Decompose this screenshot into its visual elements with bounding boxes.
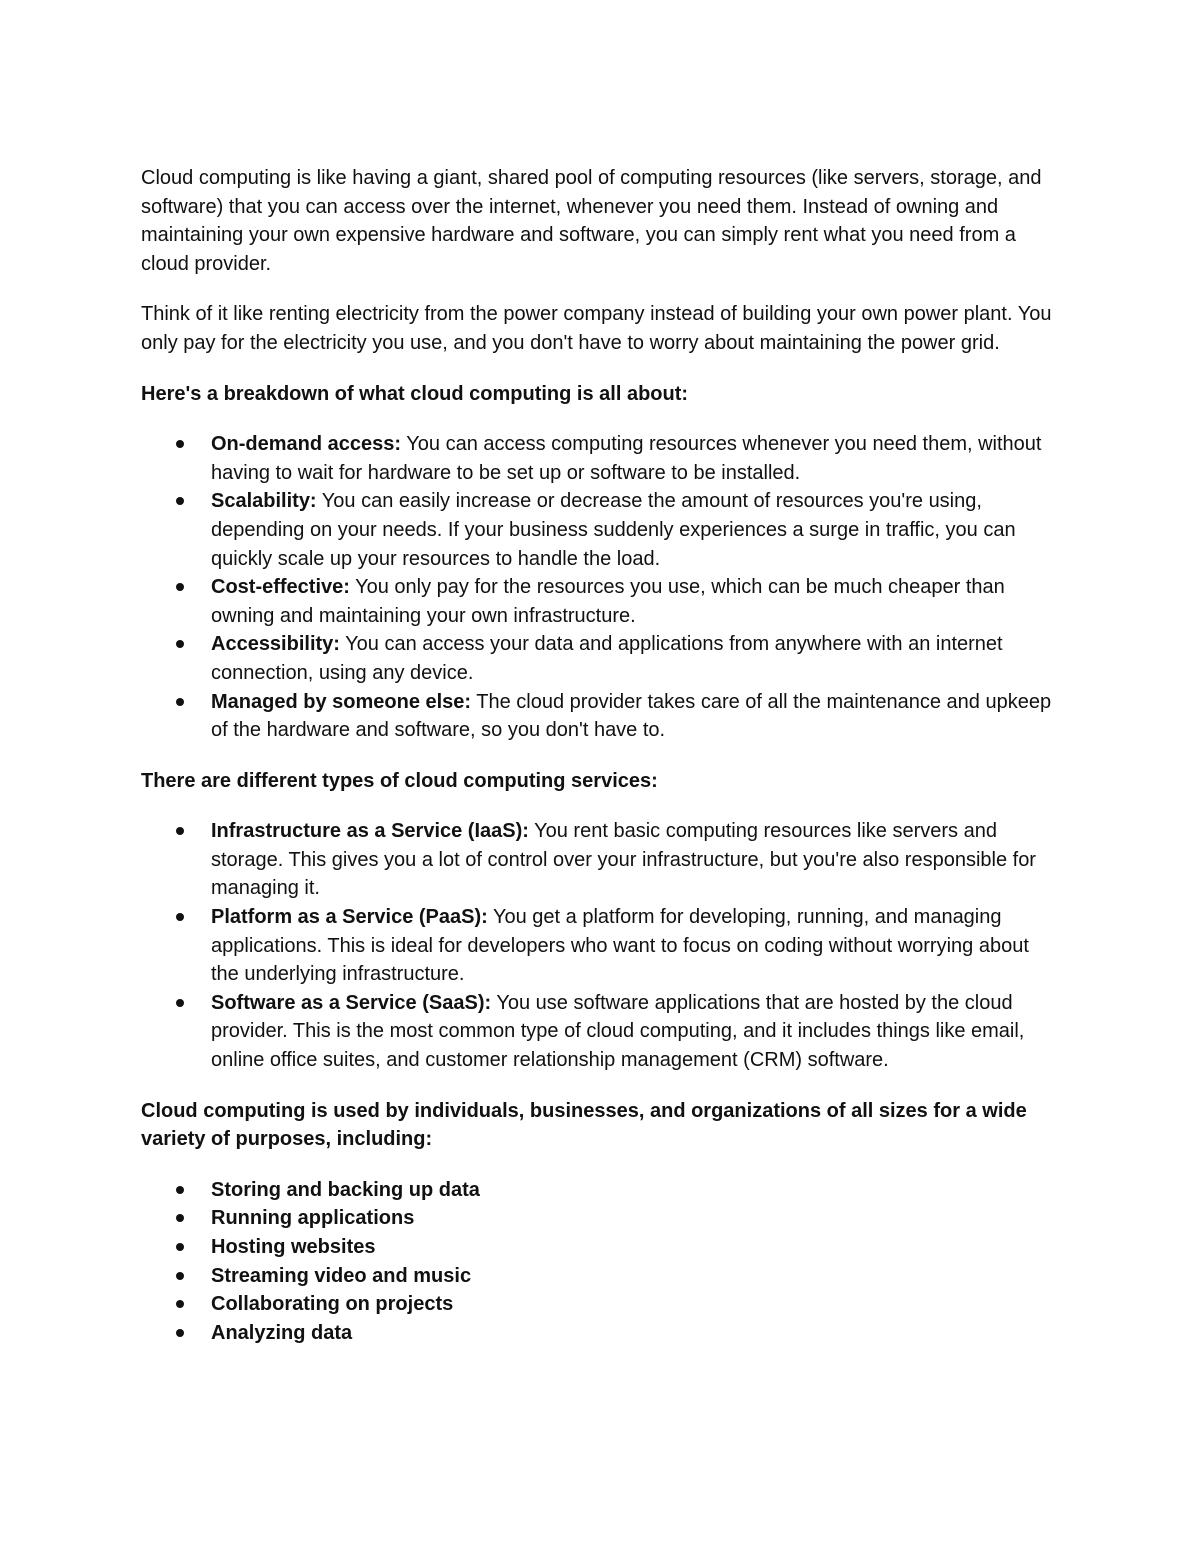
list-item [211,1262,1061,1291]
list-item-text: You can access computing resources whenever you need them, without having to wait for hardware to be set up or software to be installed. [211,433,1042,484]
list-item-text: Storing and backing up data [211,1178,480,1201]
bullet-icon [176,640,184,648]
bullet-icon [176,497,184,505]
types-list [141,817,1061,1074]
list-item-term: Managed by someone else: [211,690,472,713]
bullet-icon [176,1329,184,1337]
analogy-paragraph: Think of it like renting electricity from the power company instead of building your own power plant. You only pay for the electricity you use, and you don't have to worry about maintaining the power grid. [141,303,1052,354]
list-item-text: Hosting websites [211,1236,376,1258]
list-item [211,487,1061,573]
types-heading: There are different types of cloud computing services: [141,769,658,792]
list-item-term: On-demand access: [211,433,402,456]
list-item-text: You can access your data and applications from anywhere with an internet connection, using any device. [211,633,1003,684]
list-item-text: You can easily increase or decrease the amount of resources you're using, depending on your needs. If your business suddenly experiences a surge in traffic, you can quickly scale up your resources to handle the load. [211,490,1016,570]
bullet-icon [176,1243,184,1251]
list-item [211,630,1061,687]
list-item [211,430,1061,487]
list-item [211,1290,1061,1319]
list-item [211,573,1061,630]
bullet-icon [176,698,184,706]
list-item [211,1319,1061,1348]
list-item-term: Infrastructure as a Service (IaaS): [211,820,529,843]
bullet-icon [176,1300,184,1308]
list-item-text: You only pay for the resources you use, which can be much cheaper than owning and maintaining your own infrastructure. [211,576,1005,627]
list-item [211,989,1061,1075]
bullet-icon [176,827,184,835]
uses-heading: Cloud computing is used by individuals, businesses, and organizations of all sizes for a wide variety of purposes, including: [141,1099,1027,1151]
list-item-text: Collaborating on projects [211,1293,454,1316]
bullet-icon [176,1186,184,1194]
list-item [211,903,1061,989]
document-page [141,164,1061,1369]
list-item-term: Cost-effective: [211,576,350,599]
bullet-icon [176,583,184,591]
breakdown-heading: Here's a breakdown of what cloud computing is all about: [141,382,689,405]
bullet-icon [176,1272,184,1280]
bullet-icon [176,913,184,921]
list-item-term: Accessibility: [211,633,340,656]
bullet-icon [176,1214,184,1222]
list-item-text: You get a platform for developing, running, and managing applications. This is ideal for developers who want to focus on coding without worrying about the underlying infrastructure. [211,906,1029,986]
list-item-term: Platform as a Service (PaaS): [211,906,488,929]
bullet-icon [176,999,184,1007]
list-item [211,1204,1061,1233]
breakdown-list [141,430,1061,745]
list-item-term: Scalability: [211,490,317,513]
list-item [211,817,1061,903]
list-item-text: You use software applications that are hosted by the cloud provider. This is the most common type of cloud computing, and it includes things like email, online office suites, and customer relationship management (CRM) software. [211,991,1025,1072]
uses-list [141,1176,1061,1348]
list-item [211,1233,1061,1262]
intro-paragraph: Cloud computing is like having a giant, shared pool of computing resources (like servers, storage, and software) that you can access over the internet, whenever you need them. Instead of owning and maintaining your own expensive hardware and software, you can simply rent what you need from a cloud provider. [141,167,1042,275]
bullet-icon [176,440,184,448]
list-item-text: Running applications [211,1207,415,1230]
list-item-text: The cloud provider takes care of all the maintenance and upkeep of the hardware and software, so you don't have to. [211,690,1052,742]
list-item [211,1176,1061,1205]
list-item [211,688,1061,745]
list-item-text: Analyzing data [211,1321,353,1344]
list-item-text: You rent basic computing resources like servers and storage. This gives you a lot of control over your infrastructure, but you're also responsible for managing it. [211,820,1036,900]
list-item-term: Software as a Service (SaaS): [211,991,492,1014]
list-item-text: Streaming video and music [211,1264,472,1287]
